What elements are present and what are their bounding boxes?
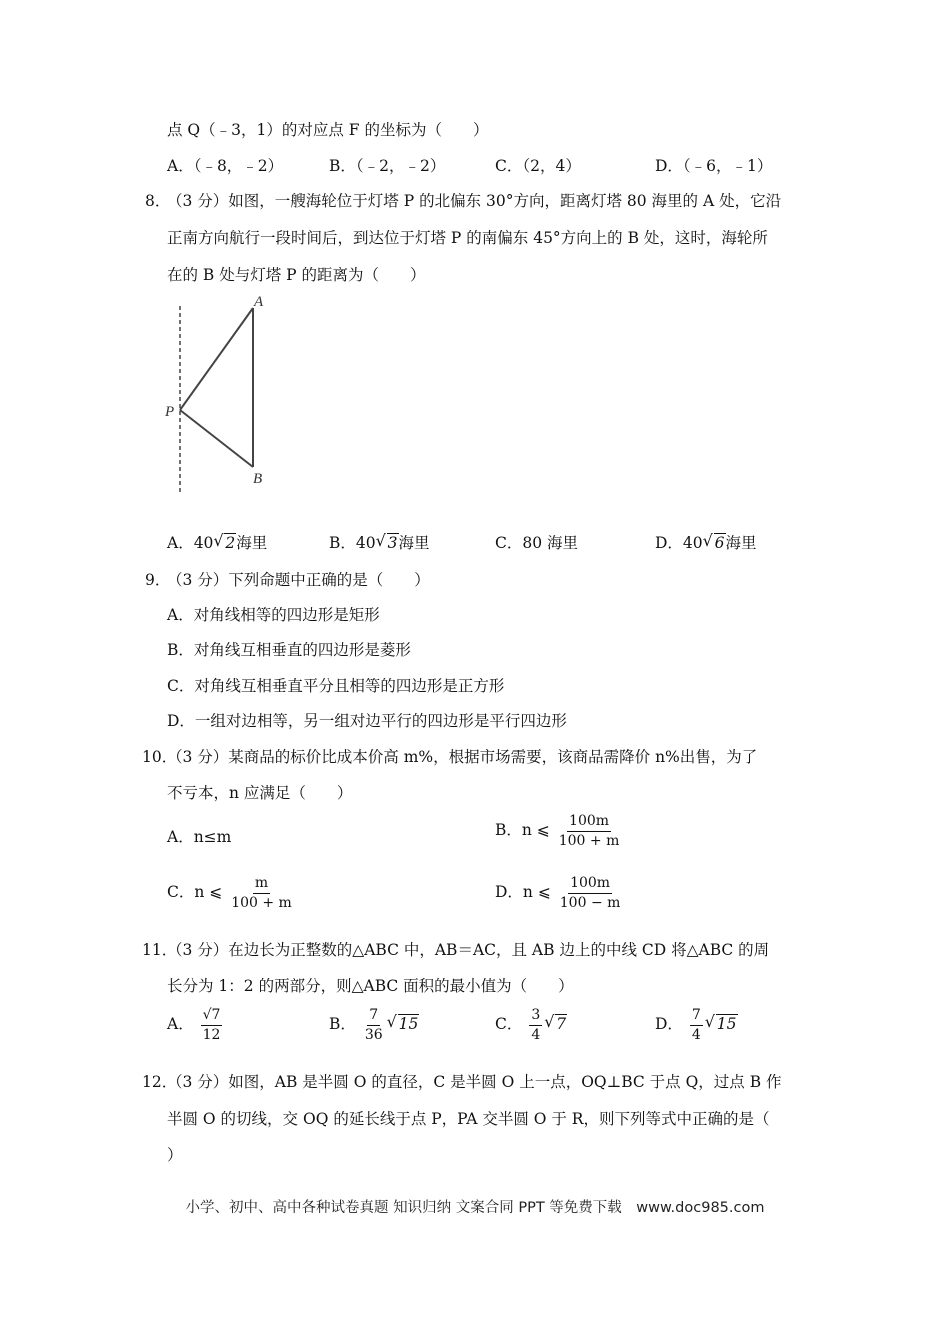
q8-number: 8． bbox=[145, 192, 171, 210]
q10-option-a: A．n≤m bbox=[167, 828, 232, 846]
q9-option-d: D．一组对边相等，另一组对边平行的四边形是平行四边形 bbox=[167, 712, 567, 730]
q8-figure bbox=[160, 290, 280, 500]
q8-option-c: C．80 海里 bbox=[495, 534, 579, 552]
q11-line2: 长分为 1：2 的两部分，则△ABC 面积的最小值为（ ） bbox=[167, 977, 574, 995]
q8-line1: （3 分）如图，一艘海轮位于灯塔 P 的北偏东 30°方向，距离灯塔 80 海里的 A 处，它沿 bbox=[167, 192, 782, 210]
q10-number: 10． bbox=[142, 748, 178, 766]
q11-option-d: D． $\frac{7}{4}$ √ 15 bbox=[655, 1008, 738, 1042]
q11-line1: （3 分）在边长为正整数的△ABC 中，AB＝AC，且 AB 边上的中线 CD 将△ABC 的周 bbox=[167, 941, 770, 959]
page-footer: 小学、初中、高中各种试卷真题 知识归纳 文案合同 PPT 等免费下载 www.doc985.com bbox=[185, 1200, 765, 1216]
q11-option-b: B． $\frac{7}{36}$ √ 15 bbox=[329, 1008, 419, 1042]
q12-line2: 半圆 O 的切线，交 OQ 的延长线于点 P，PA 交半圆 O 于 R，则下列等式中正确的是（ bbox=[167, 1110, 770, 1128]
q10-option-b: B．n ⩽ $\frac{100m}{100 + m}$ bbox=[495, 813, 620, 849]
q10-option-c: C．n ⩽ $\frac{m}{100 + m}$ bbox=[167, 875, 292, 911]
q8-option-b: B．40√ 3海里 bbox=[329, 531, 430, 553]
q8-line3: 在的 B 处与灯塔 P 的距离为（ ） bbox=[167, 266, 426, 284]
q9-option-b: B．对角线互相垂直的四边形是菱形 bbox=[167, 641, 411, 659]
q10-line2: 不亏本，n 应满足（ ） bbox=[167, 784, 353, 802]
q7-option-d: D．（﹣6，﹣1） bbox=[655, 157, 773, 175]
segment-pb bbox=[180, 410, 253, 467]
segment-pa bbox=[180, 308, 253, 410]
q9-option-c: C．对角线互相垂直平分且相等的四边形是正方形 bbox=[167, 677, 505, 695]
q7-option-b: B．（﹣2，﹣2） bbox=[329, 157, 446, 175]
label-b: B bbox=[253, 471, 263, 487]
label-p: P bbox=[165, 404, 175, 420]
q10-line1: （3 分）某商品的标价比成本价高 m%，根据市场需要，该商品需降价 n%出售，为了 bbox=[167, 748, 758, 766]
q9-stem: （3 分）下列命题中正确的是（ ） bbox=[167, 571, 430, 589]
label-a: A bbox=[254, 294, 264, 310]
q10-option-d: D．n ⩽ $\frac{100m}{100 - m}$ bbox=[495, 875, 621, 911]
q9-option-a: A．对角线相等的四边形是矩形 bbox=[167, 606, 380, 624]
q12-line1: （3 分）如图，AB 是半圆 O 的直径，C 是半圆 O 上一点，OQ⊥BC 于点 Q，过点 B 作 bbox=[167, 1073, 782, 1091]
q8-option-a: A．40√ 2海里 bbox=[167, 531, 267, 553]
q7-option-c: C．（2，4） bbox=[495, 157, 581, 175]
q8-option-d: D．40√ 6海里 bbox=[655, 531, 757, 553]
q11-number: 11． bbox=[142, 941, 178, 959]
q12-number: 12． bbox=[142, 1073, 178, 1091]
q7-option-a: A．（﹣8，﹣2） bbox=[167, 157, 284, 175]
q7-line1: 点 Q（﹣3，1）的对应点 F 的坐标为（ ） bbox=[167, 121, 489, 139]
q12-line3: ） bbox=[167, 1146, 183, 1164]
q11-option-c: C． $\frac{3}{4}$ √ 7 bbox=[495, 1008, 567, 1042]
q8-line2: 正南方向航行一段时间后，到达位于灯塔 P 的南偏东 45°方向上的 B 处，这时，海轮所 bbox=[167, 229, 768, 247]
q11-option-a: A． $\frac{√7}{12}$ bbox=[167, 1007, 221, 1043]
q9-number: 9． bbox=[145, 571, 171, 589]
